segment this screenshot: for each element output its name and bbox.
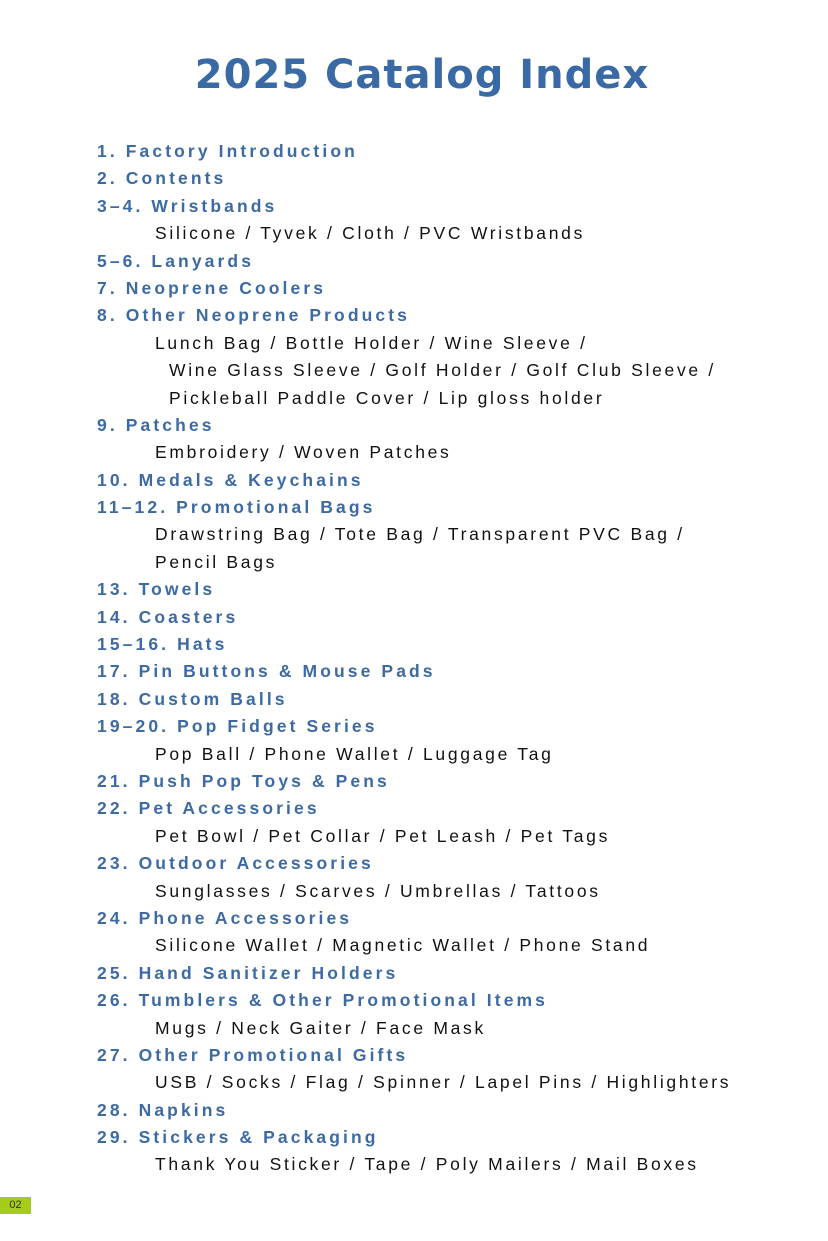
page-title: 2025 Catalog Index (194, 52, 650, 98)
index-heading: 27. Other Promotional Gifts (97, 1044, 409, 1065)
index-heading: 13. Towels (97, 579, 216, 600)
index-heading: 5–6. Lanyards (97, 250, 255, 271)
index-heading: 17. Pin Buttons & Mouse Pads (97, 661, 436, 682)
index-subitems: Embroidery / Woven Patches (155, 442, 452, 463)
index-heading: 9. Patches (97, 414, 215, 435)
index-heading: 7. Neoprene Coolers (97, 277, 327, 298)
index-heading: 8. Other Neoprene Products (97, 305, 411, 326)
index-heading: 10. Medals & Keychains (97, 469, 364, 490)
index-heading: 1. Factory Introduction (97, 141, 358, 161)
index-subitems: Drawstring Bag / Tote Bag / Transparent PVC Bag / (155, 524, 685, 545)
page-number-badge: 02 (0, 1197, 31, 1214)
index-heading: 23. Outdoor Accessories (97, 853, 374, 874)
index-heading: 28. Napkins (97, 1099, 229, 1120)
index-subitems: USB / Socks / Flag / Spinner / Lapel Pins / Highlighters (155, 1072, 732, 1093)
index-heading: 2. Contents (97, 168, 227, 189)
index-heading: 3–4. Wristbands (97, 195, 278, 216)
index-subitems: Thank You Sticker / Tape / Poly Mailers / Mail Boxes (155, 1154, 699, 1175)
index-subitems: Pet Bowl / Pet Collar / Pet Leash / Pet Tags (155, 825, 611, 846)
index-subitems: Pencil Bags (155, 551, 278, 572)
index-subitems: Pop Ball / Phone Wallet / Luggage Tag (155, 743, 554, 764)
index-heading: 15–16. Hats (97, 634, 228, 655)
index-heading: 18. Custom Balls (97, 688, 288, 709)
index-heading: 25. Hand Sanitizer Holders (97, 962, 399, 983)
index-heading: 29. Stickers & Packaging (97, 1127, 379, 1148)
index-subitems: Silicone Wallet / Magnetic Wallet / Phone Stand (155, 935, 651, 956)
index-subitems: Sunglasses / Scarves / Umbrellas / Tattoos (155, 880, 601, 901)
index-subitems: Wine Glass Sleeve / Golf Holder / Golf Club Sleeve / (169, 360, 716, 381)
index-subitems: Mugs / Neck Gaiter / Face Mask (155, 1017, 486, 1038)
index-heading: 19–20. Pop Fidget Series (97, 716, 378, 737)
index-heading: 11–12. Promotional Bags (97, 497, 376, 518)
index-heading: 24. Phone Accessories (97, 907, 353, 928)
index-subitems: Pickleball Paddle Cover / Lip gloss holder (169, 387, 605, 408)
index-heading: 21. Push Pop Toys & Pens (97, 770, 390, 791)
index-heading: 26. Tumblers & Other Promotional Items (97, 990, 549, 1011)
index-subitems: Silicone / Tyvek / Cloth / PVC Wristbands (155, 223, 586, 244)
index-heading: 22. Pet Accessories (97, 798, 320, 819)
index-subitems: Lunch Bag / Bottle Holder / Wine Sleeve / (155, 332, 588, 353)
index-heading: 14. Coasters (97, 606, 239, 627)
catalog-index-list (97, 138, 731, 1179)
